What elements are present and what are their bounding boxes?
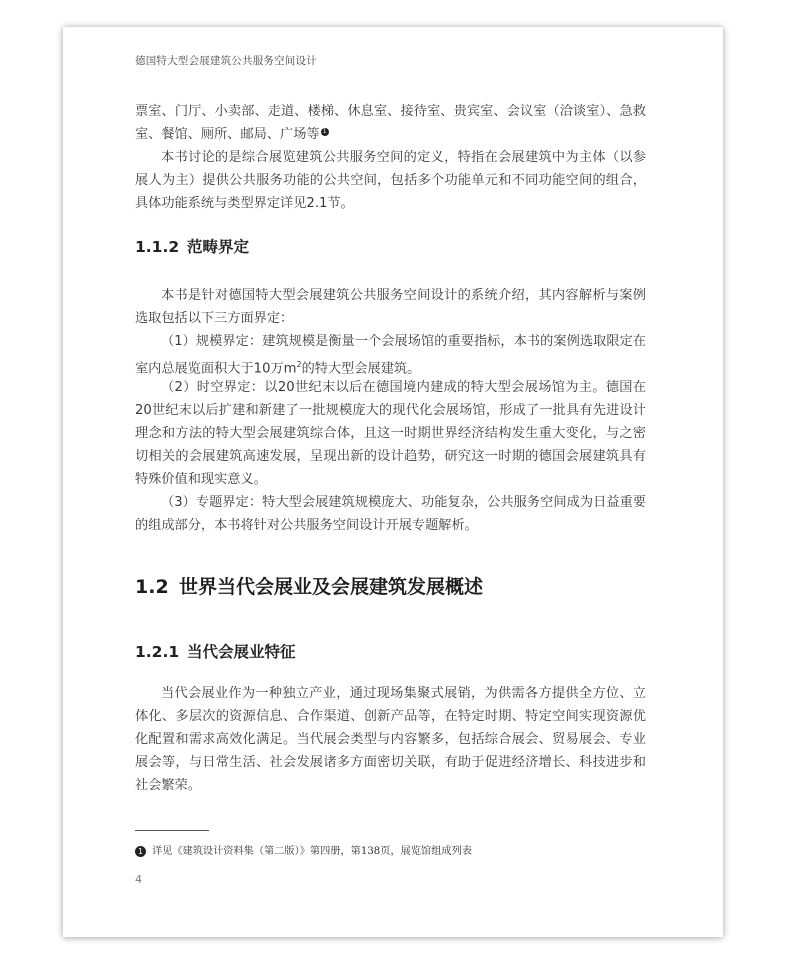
intro-paragraph-1-text: 票室、门厅、小卖部、走道、楼梯、休息室、接待室、贵宾室、会议室（洽谈室）、急救室、餐馆、厕所、邮局、广场等 (135, 104, 646, 142)
section-1-2-1-heading (135, 640, 296, 662)
section-title: 世界当代会展业及会展建筑发展概述 (179, 576, 484, 598)
footnote (135, 842, 472, 857)
section-1-2-heading (135, 572, 483, 599)
section-1-1-2-heading (135, 235, 249, 257)
scope-paragraph-2-text-end: 的特大型会展建筑。 (301, 361, 421, 377)
superscript: 2 (296, 360, 302, 369)
intro-paragraph-2: 本书讨论的是综合展览建筑公共服务空间的定义，特指在会展建筑中为主体（以参展人为主）提供公共服务功能的公共空间，包括多个功能单元和不同功能空间的组合，具体功能系统与类型界定详见2.1节。 (135, 150, 646, 211)
section-number: 1.2.1 (135, 643, 180, 661)
section-number: 1.1.2 (135, 238, 180, 256)
industry-paragraph: 当代会展业作为一种独立产业，通过现场集聚式展销，为供需各方提供全方位、立体化、多层次的资源信息、合作渠道、创新产品等，在特定时期、特定空间实现资源优化配置和需求高效化满足。当代展会类型与内容繁多，包括综合展会、贸易展会、专业展会等，与日常生活、社会发展诸多方面密切关联，有助于促进经济增长、科技进步和社会繁荣。 (135, 686, 646, 793)
footnote-divider (135, 830, 209, 831)
page-number: 4 (135, 873, 142, 886)
scope-paragraph-3: （2）时空界定：以20世纪末以后在德国境内建成的特大型会展场馆为主。德国在20世纪末以后扩建和新建了一批规模庞大的现代化会展场馆，形成了一批具有先进设计理念和方法的特大型会展建筑综合体，且这一时期世界经济结构发生重大变化，与之密切相关的会展建筑高速发展，呈现出新的设计趋势，研究这一时期的德国会展建筑具有特殊价值和现实意义。 (135, 380, 646, 487)
intro-paragraph-1 (135, 100, 646, 146)
scope-paragraph-4: （3）专题界定：特大型会展建筑规模庞大、功能复杂，公共服务空间成为日益重要的组成部分，本书将针对公共服务空间设计开展专题解析。 (135, 495, 646, 533)
scope-paragraph-1: 本书是针对德国特大型会展建筑公共服务空间设计的系统介绍，其内容解析与案例选取包括以下三方面界定： (135, 288, 646, 326)
footnote-text: 详见《建筑设计资料集（第二版）》第四册，第138页，展览馆组成列表 (152, 846, 472, 857)
footnote-ref-mark[interactable]: 1 (321, 128, 329, 136)
section-number: 1.2 (135, 576, 169, 598)
scope-paragraph-2-text: （1）规模界定：建筑规模是衡量一个会展场馆的重要指标，本书的案例选取限定在室内总展览面积大于10万m (135, 334, 646, 377)
running-head: 德国特大型会展建筑公共服务空间设计 (135, 55, 317, 67)
scope-paragraph-2 (135, 330, 646, 380)
document-page (63, 27, 723, 937)
section-title: 当代会展业特征 (187, 643, 296, 661)
footnote-mark: 1 (135, 846, 146, 857)
section-title: 范畴界定 (187, 238, 250, 256)
